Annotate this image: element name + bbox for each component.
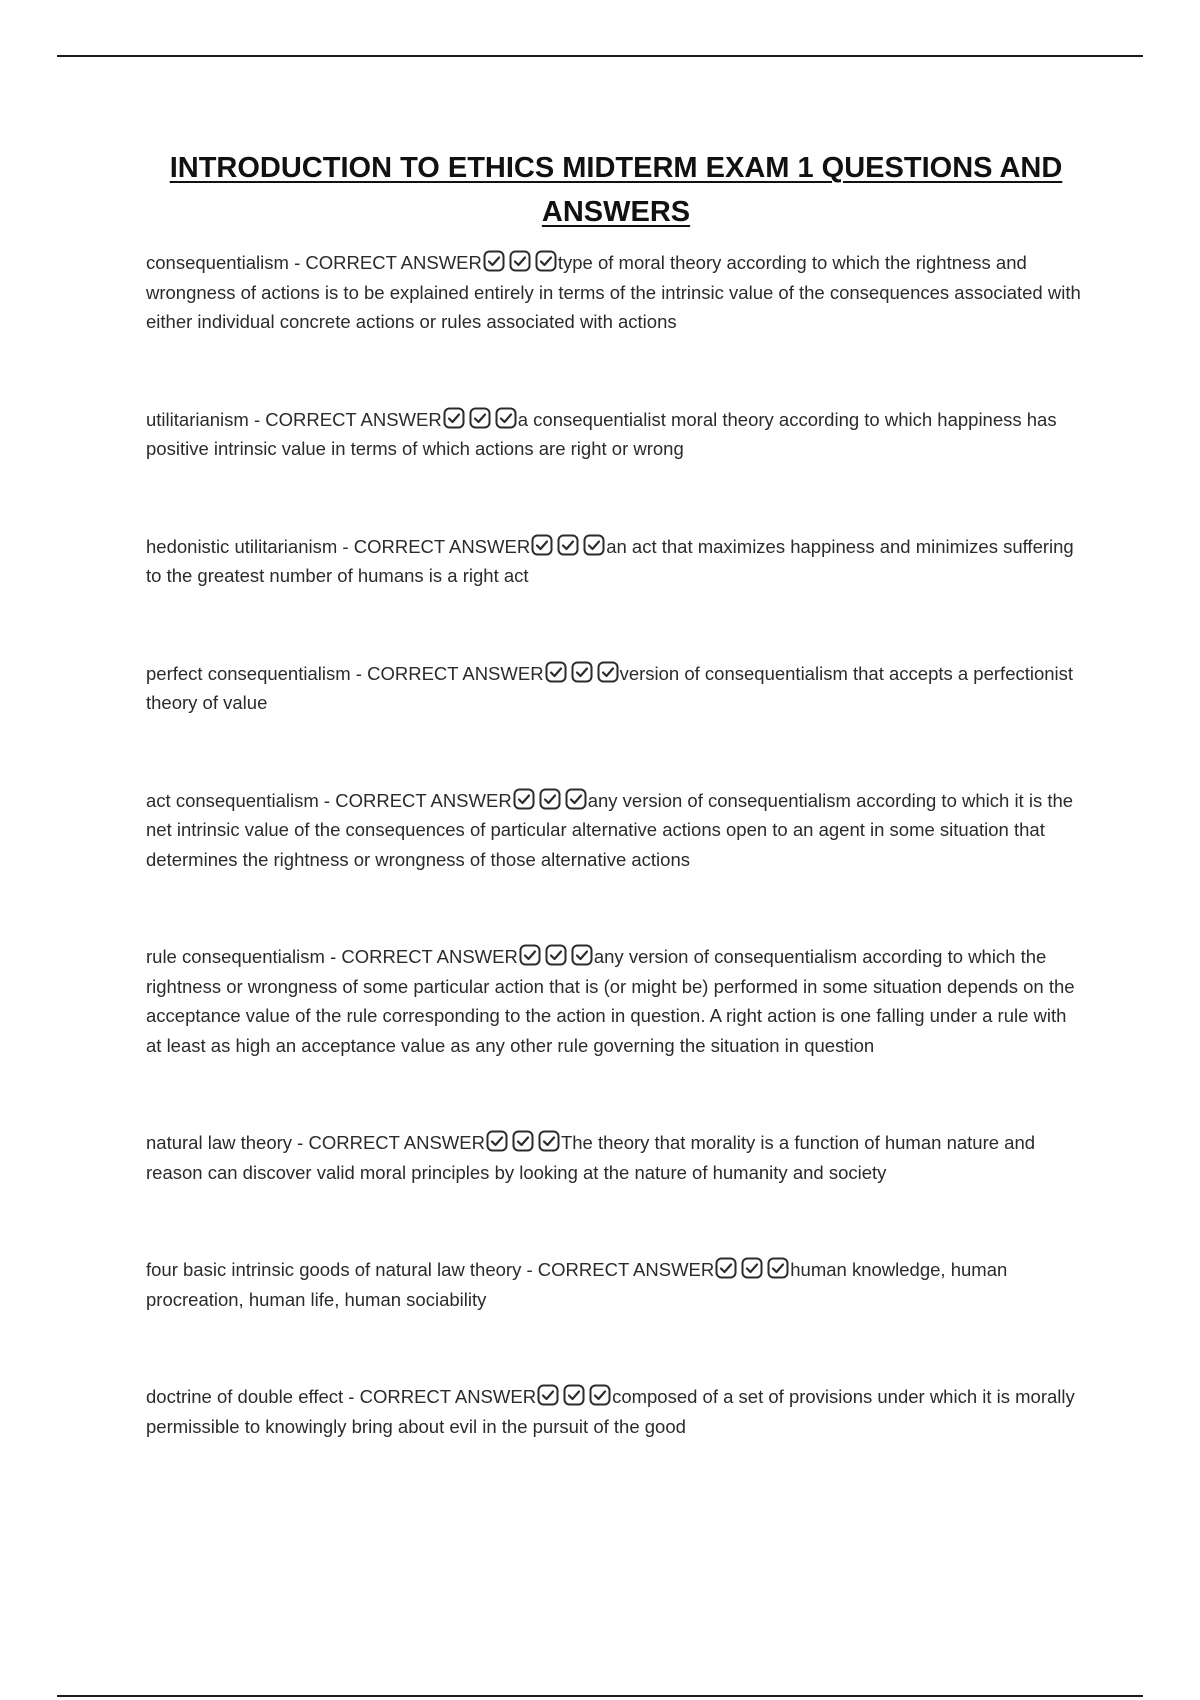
definition: The theory that morality is a function of human nature and reason can discover valid moral principles by looking at the nature of humanity and society <box>146 1132 1036 1183</box>
term: utilitarianism <box>146 408 249 430</box>
checkbox-checked-icon <box>565 788 587 810</box>
qa-entry <box>146 659 1086 718</box>
definition: human knowledge, human procreation, human life, human sociability <box>146 1259 1008 1310</box>
separator: - <box>324 946 342 967</box>
definition: version of consequentialism that accepts a perfectionist theory of value <box>146 662 1074 713</box>
checkbox-checked-icon <box>535 250 557 272</box>
checkbox-checked-icon <box>486 1130 508 1152</box>
checkbox-checked-icon <box>469 407 491 429</box>
checkbox-checked-icon <box>715 1257 737 1279</box>
check-marks <box>483 250 557 272</box>
separator: - <box>292 1132 309 1153</box>
checkbox-checked-icon <box>767 1257 789 1279</box>
checkbox-checked-icon <box>583 534 605 556</box>
answer-label: CORRECT ANSWER <box>265 408 442 430</box>
page-title: INTRODUCTION TO ETHICS MIDTERM EXAM 1 QUESTIONS AND ANSWERS <box>169 152 1063 228</box>
term: natural law theory <box>146 1132 293 1153</box>
check-marks <box>545 661 619 683</box>
checkbox-checked-icon <box>512 1130 534 1152</box>
checkbox-checked-icon <box>589 1384 611 1406</box>
checkbox-checked-icon <box>483 250 505 272</box>
qa-entry <box>146 405 1086 464</box>
term: consequentialism <box>146 252 289 273</box>
term: act consequentialism <box>146 789 319 811</box>
checkbox-checked-icon <box>545 944 567 966</box>
definition: any version of consequentialism according to which it is the net intrinsic value of the consequences of particular alternative actions open to an agent in some situation that determines the rightness or wrongness of those alternative actions <box>146 789 1074 870</box>
separator: - <box>343 1386 360 1407</box>
answer-label: CORRECT ANSWER <box>335 789 512 811</box>
separator: - <box>350 662 368 684</box>
qa-entry <box>146 1255 1086 1314</box>
definition: type of moral theory according to which the rightness and wrongness of actions is to be explained entirely in terms of the intrinsic value of the consequences associated with either individual concrete actions or rules associated with actions <box>146 252 1081 332</box>
checkbox-checked-icon <box>537 1384 559 1406</box>
separator: - <box>337 535 354 557</box>
bottom-rule <box>57 1695 1143 1697</box>
checkbox-checked-icon <box>597 661 619 683</box>
checkbox-checked-icon <box>571 944 593 966</box>
check-marks <box>715 1257 789 1279</box>
checkbox-checked-icon <box>513 788 535 810</box>
qa-entry <box>146 942 1086 1060</box>
top-rule <box>57 55 1143 57</box>
checkbox-checked-icon <box>495 407 517 429</box>
qa-entry <box>146 532 1086 591</box>
qa-entry <box>146 1382 1086 1441</box>
answer-label: CORRECT ANSWER <box>308 1132 485 1153</box>
separator: - <box>248 408 266 430</box>
separator: - <box>318 789 336 811</box>
check-marks <box>443 407 517 429</box>
separator: - <box>521 1259 538 1280</box>
term: hedonistic utilitarianism <box>146 535 338 557</box>
check-marks <box>537 1384 611 1406</box>
term: perfect consequentialism <box>146 662 351 684</box>
answer-label: CORRECT ANSWER <box>353 535 531 557</box>
answer-label: CORRECT ANSWER <box>341 946 518 967</box>
definition: composed of a set of provisions under which it is morally permissible to knowingly bring about evil in the pursuit of the good <box>146 1386 1075 1437</box>
checkbox-checked-icon <box>741 1257 763 1279</box>
checkbox-checked-icon <box>531 534 553 556</box>
check-marks <box>531 534 605 556</box>
qa-entry <box>146 786 1086 875</box>
definition: a consequentialist moral theory according to which happiness has positive intrinsic value in terms of which actions are right or wrong <box>146 408 1057 459</box>
check-marks <box>513 788 587 810</box>
qa-entry <box>146 248 1086 337</box>
separator: - <box>288 252 306 273</box>
term: doctrine of double effect <box>146 1386 344 1407</box>
checkbox-checked-icon <box>519 944 541 966</box>
answer-label: CORRECT ANSWER <box>305 252 482 273</box>
definition: an act that maximizes happiness and minimizes suffering to the greatest number of humans is a right act <box>146 535 1074 586</box>
checkbox-checked-icon <box>509 250 531 272</box>
term: four basic intrinsic goods of natural law theory <box>146 1259 522 1280</box>
checkbox-checked-icon <box>545 661 567 683</box>
checkbox-checked-icon <box>563 1384 585 1406</box>
checkbox-checked-icon <box>539 788 561 810</box>
check-marks <box>486 1130 560 1152</box>
document-body <box>146 146 1086 1441</box>
definition: any version of consequentialism according to which the rightness or wrongness of some particular action that is (or might be) performed in some situation depends on the acceptance value of the rule corresponding to the action in question. A right action is one falling under a rule with at least as high an acceptance value as any other rule governing the situation in question <box>146 946 1075 1056</box>
qa-entry <box>146 1128 1086 1187</box>
term: rule consequentialism <box>146 946 325 967</box>
answer-label: CORRECT ANSWER <box>367 662 544 684</box>
checkbox-checked-icon <box>443 407 465 429</box>
checkbox-checked-icon <box>557 534 579 556</box>
answer-label: CORRECT ANSWER <box>537 1259 715 1280</box>
checkbox-checked-icon <box>571 661 593 683</box>
answer-label: CORRECT ANSWER <box>359 1386 537 1407</box>
checkbox-checked-icon <box>538 1130 560 1152</box>
check-marks <box>519 944 593 966</box>
